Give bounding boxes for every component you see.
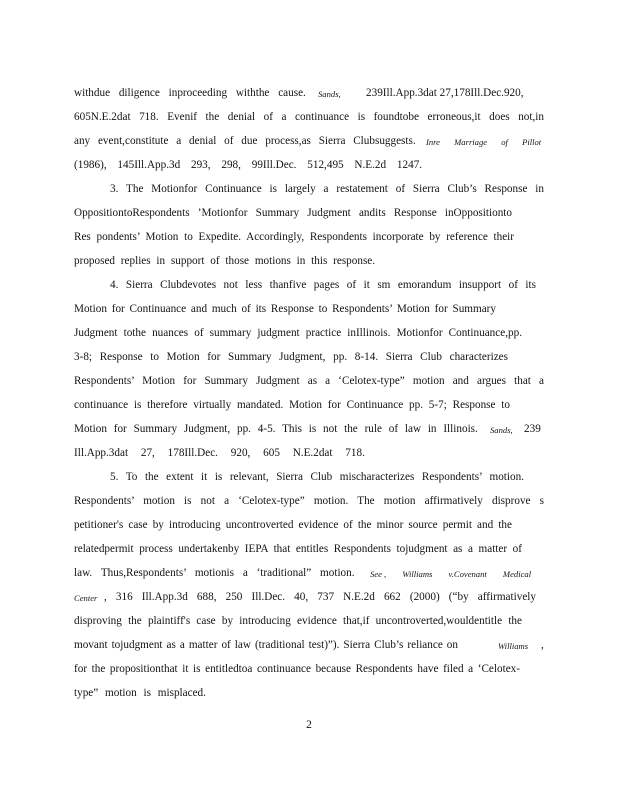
citation-case-name: Inre Marriage of Pillot — [426, 137, 542, 147]
text-line-21: law. Thus,Respondents’ motionis a ‘traditional” motion. — [74, 567, 355, 579]
text-line-12: 3-8; Response to Motion for Summary Judgment, pp. 8-14. Sierra Club characterizes — [74, 351, 508, 363]
citation-volume: 239 — [524, 423, 541, 435]
text-line-11: Judgment tothe nuances of summary judgment practice inIllinois. Motionfor Continuance,pp. — [74, 327, 522, 339]
citation-comma: , — [541, 639, 544, 651]
text-line-22: , 316 Ill.App.3d 688, 250 Ill.Dec. 40, 737 N.E.2d 662 (2000) (“by affirmatively — [104, 591, 536, 603]
text-line-2: 605N.E.2dat 718. Evenif the denial of a continuance is foundtobe erroneous,it does not,in — [74, 111, 544, 123]
text-line-15: Motion for Summary Judgment, pp. 4-5. This is not the rule of law in Illinois. — [74, 423, 478, 435]
text-line-1: withdue diligence inproceeding withthe cause. — [74, 87, 306, 99]
text-line-13: Respondents’ Motion for Summary Judgment as a ‘Celotex-type” motion and argues that a — [74, 375, 544, 387]
page-number: 2 — [306, 719, 312, 731]
citation-reporter: 239Ill.App.3dat 27,178Ill.Dec.920, — [366, 87, 524, 99]
text-line-10: Motion for Continuance and much of its Response to Respondents’ Motion for Summary — [74, 303, 496, 315]
citation-case-name: Sands, — [490, 425, 513, 435]
text-line-6: OppositiontoRespondents ’Motionfor Summary Judgment andits Response inOppositionto — [74, 207, 512, 219]
text-line-3: any event,constitute a denial of due process,as Sierra Clubsuggests. — [74, 135, 416, 147]
citation-case-name: Sands, — [318, 89, 341, 99]
text-line-18: Respondents’ motion is not a ‘Celotex-type” motion. The motion affirmatively disprove s — [74, 495, 544, 507]
text-line-19: petitioner's case by introducing uncontroverted evidence of the minor source permit and the — [74, 519, 512, 531]
citation-signal: See — [370, 569, 382, 579]
text-line — [74, 86, 306, 100]
text-line-7: Res pondents’ Motion to Expedite. Accordingly, Respondents incorporate by reference their — [74, 231, 514, 243]
text-line-16: Ill.App.3dat 27, 178Ill.Dec. 920, 605 N.E.2dat 718. — [74, 447, 365, 459]
text-line-25: for the propositionthat it is entitledtoa continuance because Respondents have filed a ‘Celotex- — [74, 663, 520, 675]
text-line-24: movant tojudgment as a matter of law (traditional test)”). Sierra Club’s reliance on — [74, 639, 458, 651]
text-line-26: type” motion is misplaced. — [74, 687, 206, 699]
text-line-4: (1986), 145Ill.App.3d 293, 298, 99Ill.Dec. 512,495 N.E.2d 1247. — [74, 159, 423, 171]
text-line-14: continuance is therefore virtually mandated. Motion for Continuance pp. 5-7; Response to — [74, 399, 510, 411]
paragraph-5-start: 5. To the extent it is relevant, Sierra Club mischaracterizes Respondents’ motion. — [110, 471, 524, 483]
text-line-8: proposed replies in support of those motions in this response. — [74, 255, 376, 267]
citation-case-name: Williams — [498, 641, 529, 651]
citation-case-name: , Williams v.Covenant Medical — [384, 569, 532, 579]
text-line-23: disproving the plaintiff's case by introducing evidence that,if uncontroverted,wouldentitle the — [74, 615, 522, 627]
paragraph-3-start: 3. The Motionfor Continuance is largely a restatement of Sierra Club’s Response in — [110, 183, 544, 195]
paragraph-4-start: 4. Sierra Clubdevotes not less thanfive pages of it sm emorandum insupport of its — [110, 279, 536, 291]
text-line-20: relatedpermit process undertakenby IEPA that entitles Respondents tojudgment as a matter of — [74, 543, 522, 555]
citation-case-name: Center — [74, 593, 98, 603]
